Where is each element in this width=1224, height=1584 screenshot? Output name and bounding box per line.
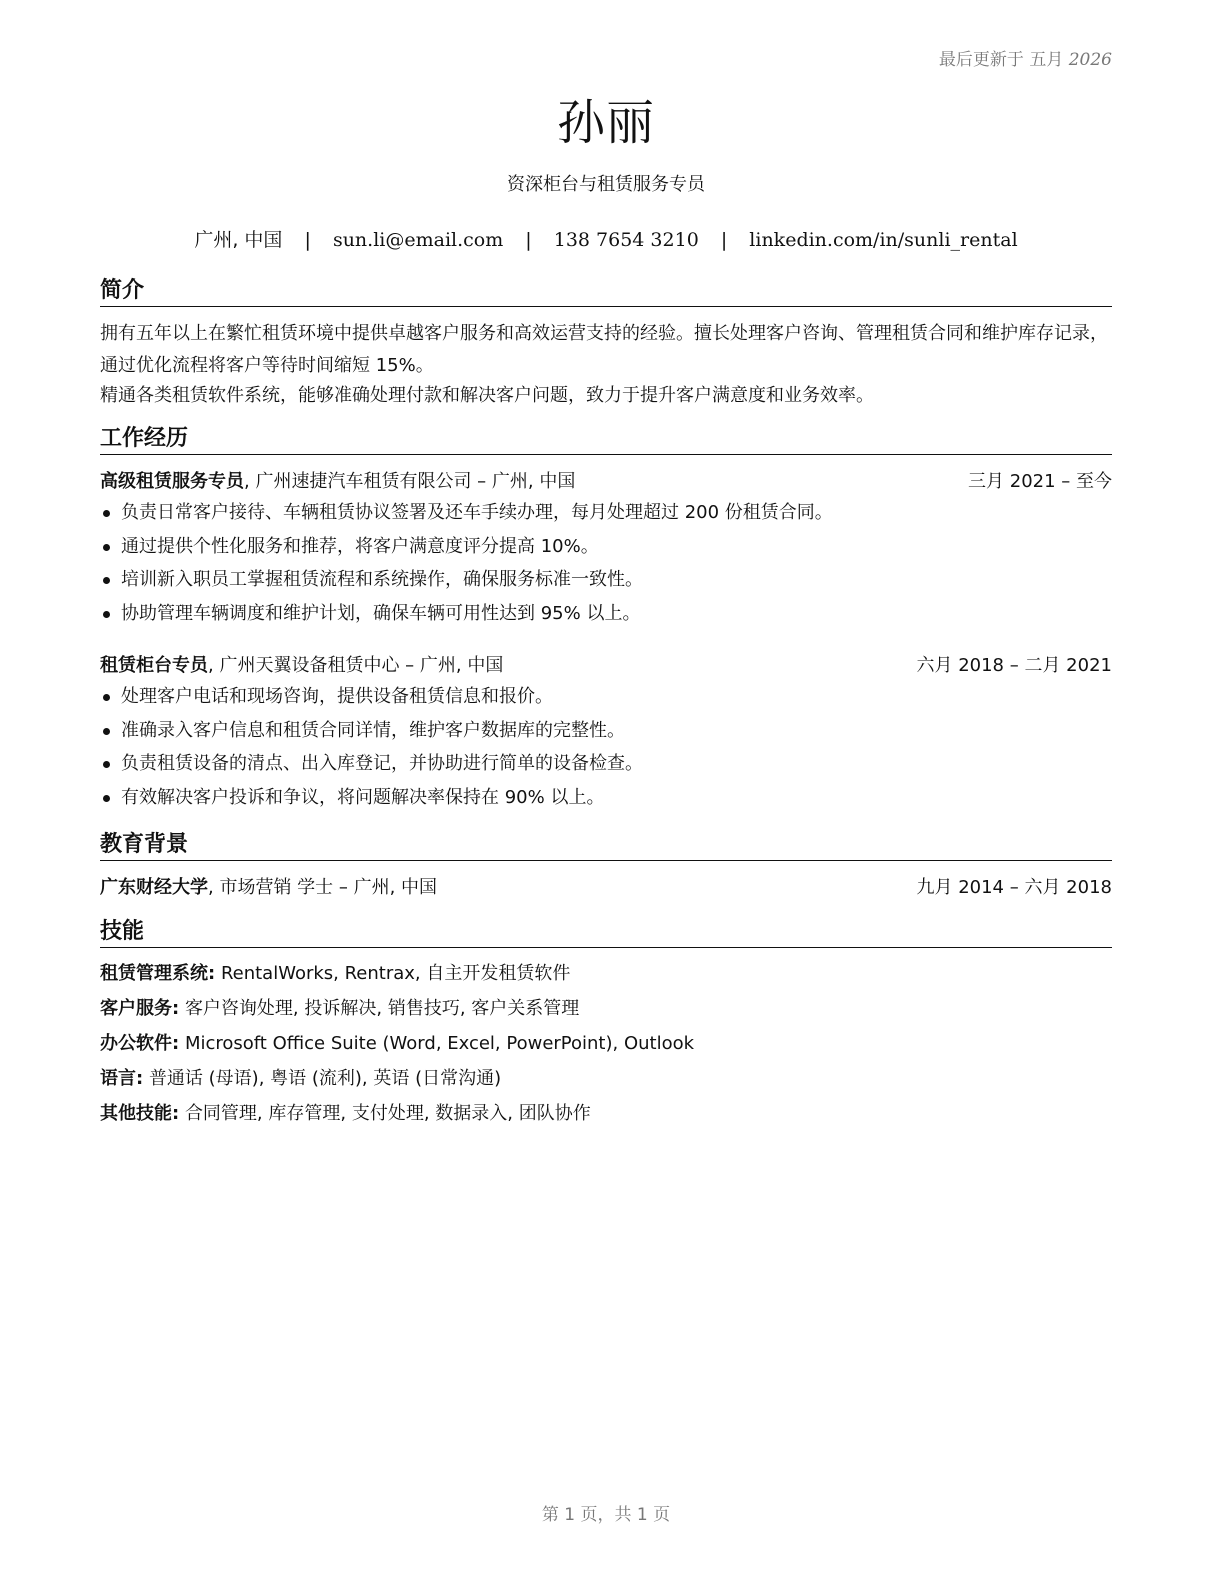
job-bullet-list (100, 498, 1112, 632)
skill-label: 语言: (100, 1068, 144, 1089)
contact-email[interactable]: sun.li@email.com (332, 229, 504, 251)
bullet-text: 协助管理车辆调度和维护计划，确保车辆可用性达到 95% 以上。 (121, 602, 641, 624)
skill-row (100, 959, 1112, 989)
bullet-text: 有效解决客户投诉和争议，将问题解决率保持在 90% 以上。 (121, 786, 605, 808)
skill-value: 合同管理, 库存管理, 支付处理, 数据录入, 团队协作 (184, 1103, 591, 1124)
bullet-text: 负责日常客户接待、车辆租赁协议签署及还车手续办理，每月处理超过 200 份租赁合同。 (121, 502, 833, 523)
job-company: , 广州速捷汽车租赁有限公司 – 广州, 中国 (244, 471, 576, 492)
skill-row (100, 994, 1112, 1024)
list-item (100, 783, 1112, 817)
skill-row (100, 1064, 1112, 1094)
list-item (100, 565, 1112, 599)
skill-label: 其他技能: (100, 1103, 180, 1124)
contact-line (100, 225, 1112, 252)
summary-paragraph: 精通各类租赁软件系统，能够准确处理付款和解决客户问题，致力于提升客户满意度和业务效率。 (100, 385, 874, 406)
last-updated-year: 2026 (1068, 50, 1112, 70)
section-title-education: 教育背景 (100, 831, 1112, 861)
contact-separator: | (525, 229, 532, 251)
candidate-name: 孙丽 (556, 95, 655, 151)
contact-phone: 138 7654 3210 (553, 229, 699, 251)
skill-value: RentalWorks, Rentrax, 自主开发租赁软件 (220, 963, 571, 984)
skill-label: 租赁管理系统: (100, 963, 216, 984)
skill-value: Microsoft Office Suite (Word, Excel, PowerPoint), Outlook (184, 1033, 695, 1054)
last-updated (939, 45, 1112, 70)
education-dates: 九月 2014 – 六月 2018 (916, 877, 1112, 898)
last-updated-prefix: 最后更新于 五月 (938, 50, 1064, 70)
list-item (100, 599, 1112, 633)
bullet-icon (103, 761, 110, 768)
section-title-summary: 简介 (100, 277, 1112, 307)
bullet-text: 处理客户电话和现场咨询，提供设备租赁信息和报价。 (121, 686, 553, 707)
bullet-icon (103, 544, 110, 551)
contact-location: 广州, 中国 (194, 229, 283, 251)
bullet-text: 培训新入职员工掌握租赁流程和系统操作，确保服务标准一致性。 (121, 569, 643, 590)
contact-linkedin[interactable]: linkedin.com/in/sunli_rental (749, 229, 1018, 251)
bullet-icon (103, 577, 110, 584)
list-item (100, 716, 1112, 750)
skill-label: 办公软件: (100, 1033, 180, 1054)
skill-row (100, 1029, 1112, 1059)
page-indicator: 第 1 页，共 1 页 (541, 1505, 671, 1525)
bullet-icon (103, 795, 110, 802)
job-header (100, 468, 1112, 496)
bullet-icon (103, 611, 110, 618)
job-role: 租赁柜台专员 (100, 655, 208, 676)
skill-value: 普通话 (母语), 粤语 (流利), 英语 (日常沟通) (148, 1068, 502, 1089)
bullet-icon (103, 694, 110, 701)
skill-label: 客户服务: (100, 998, 180, 1019)
summary-paragraph: 拥有五年以上在繁忙租赁环境中提供卓越客户服务和高效运营支持的经验。擅长处理客户咨询、管理租赁合同和维护库存记录，通过优化流程将客户等待时间缩短 15%。 (100, 323, 1108, 376)
resume-page (100, 0, 1112, 1584)
job-header (100, 652, 1112, 680)
list-item (100, 532, 1112, 566)
education-entry (100, 874, 1112, 902)
job-dates: 三月 2021 – 至今 (968, 471, 1112, 492)
contact-separator: | (304, 229, 311, 251)
candidate-headline: 资深柜台与租赁服务专员 (507, 174, 705, 195)
bullet-text: 通过提供个性化服务和推荐，将客户满意度评分提高 10%。 (121, 535, 599, 557)
skill-value: 客户咨询处理, 投诉解决, 销售技巧, 客户关系管理 (184, 998, 580, 1019)
education-school: 广东财经大学 (100, 877, 208, 898)
bullet-icon (103, 510, 110, 517)
list-item (100, 682, 1112, 716)
bullet-text: 负责租赁设备的清点、出入库登记，并协助进行简单的设备检查。 (121, 753, 643, 774)
section-title-experience: 工作经历 (100, 425, 1112, 455)
section-title-skills: 技能 (100, 918, 1112, 948)
job-dates: 六月 2018 – 二月 2021 (916, 655, 1112, 676)
job-company: , 广州天翼设备租赁中心 – 广州, 中国 (208, 655, 504, 676)
contact-separator: | (720, 229, 728, 251)
list-item (100, 749, 1112, 783)
job-role: 高级租赁服务专员 (100, 471, 244, 492)
list-item (100, 498, 1112, 532)
education-degree: , 市场营销 学士 – 广州, 中国 (208, 877, 438, 898)
job-bullet-list (100, 682, 1112, 816)
bullet-icon (103, 728, 110, 735)
skill-row (100, 1099, 1112, 1129)
bullet-text: 准确录入客户信息和租赁合同详情，维护客户数据库的完整性。 (121, 719, 625, 741)
